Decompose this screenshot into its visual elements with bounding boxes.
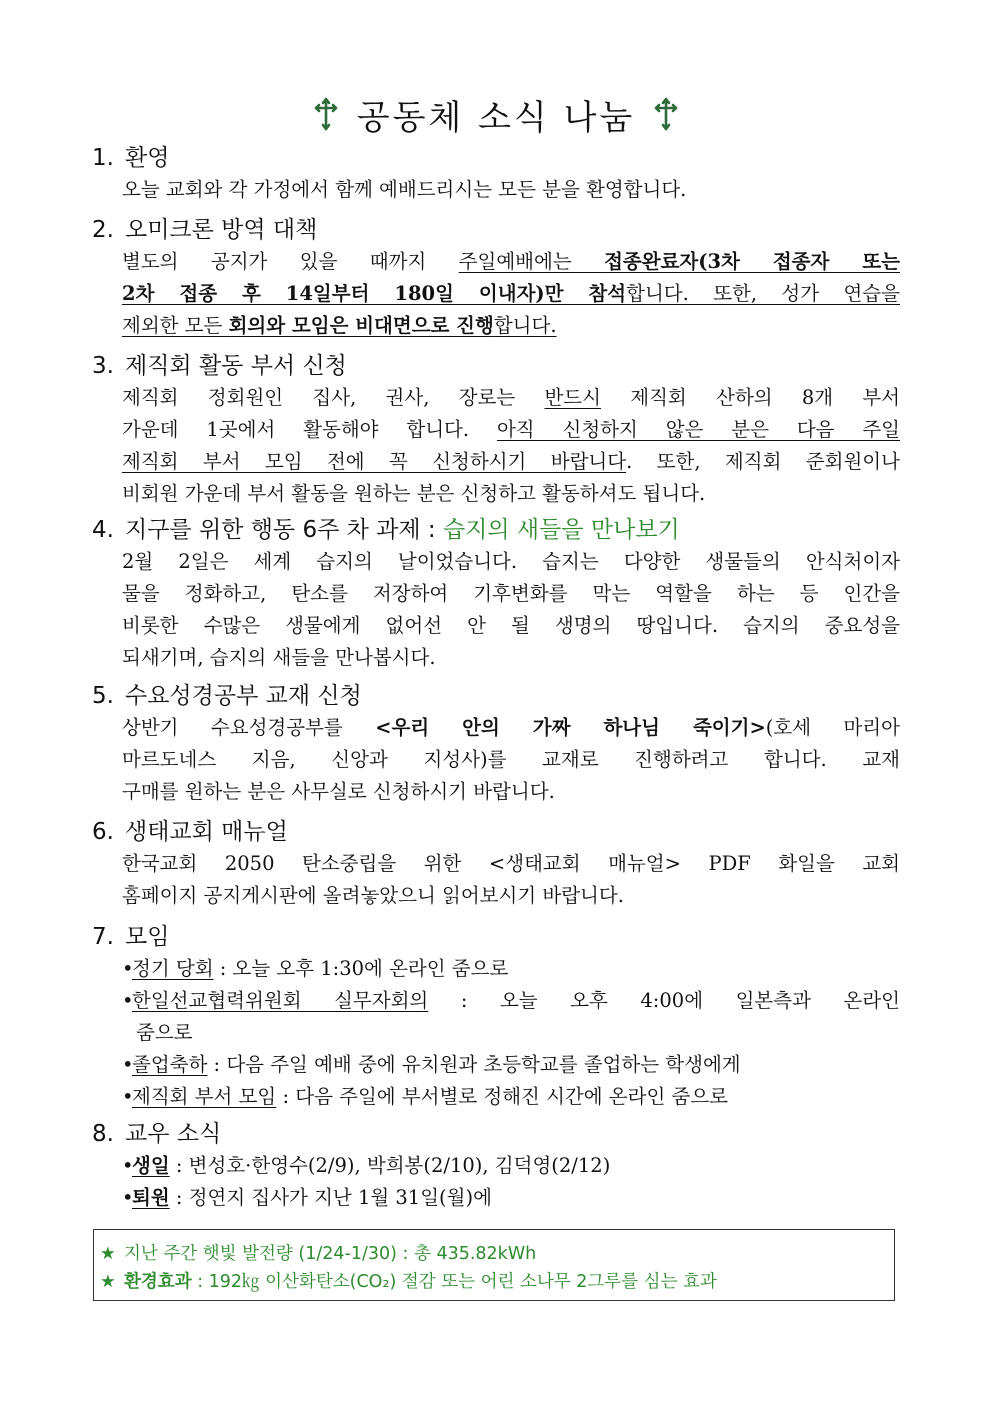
item-text: : 변성호·한영수(2/9), 박희봉(2/10), 김덕영(2/12) [169,1154,611,1177]
section-number: 8. [92,1121,114,1147]
solar-power-note-box [93,1229,895,1301]
underlined-text: 주일예배에는 [458,250,605,273]
item-label: 생일 [132,1154,170,1177]
section-heading [92,680,902,712]
note-line [100,1240,894,1268]
list-item [122,1182,900,1214]
text-run: (호세 마리아 [765,716,900,739]
body-line: 홈페이지 공지게시판에 올려놓았으니 읽어보시기 바랍니다. [122,884,624,907]
text-run: 별도의 공지가 있을 때까지 [122,250,459,273]
item-label: 졸업축하 [132,1053,208,1076]
item-text: : 정연지 집사가 지난 1월 31일(월)에 [169,1186,492,1209]
text-run: 상반기 수요성경공부를 [122,716,376,739]
section-number: 3. [92,353,114,379]
underlined-text: 제직회 부서 모임 전에 꼭 신청하시기 바랍니다 [122,450,627,473]
body-line: 오늘 교회와 각 가정에서 함께 예배드리시는 모든 분을 환영합니다. [122,178,687,201]
section-welcome [92,142,902,206]
underlined-text: 제외한 모든 [122,314,229,337]
list-item [122,1081,900,1113]
section-title: 제직회 활동 부서 신청 [125,353,347,379]
body-line: 한국교회 2050 탄소중립을 위한 <생태교회 매뉴얼> PDF 화일을 교회 [122,852,900,875]
section-number: 7. [92,924,114,950]
list-item [122,1049,900,1081]
note-line [100,1268,894,1296]
text-run: 제직회 산하의 8개 부서 [600,386,900,409]
section-number: 5. [92,683,114,709]
text-run: 제직회 정회원인 집사, 권사, 장로는 [122,386,545,409]
bullet-icon: • [122,957,134,980]
body-line: 비회원 가운데 부서 활동을 원하는 분은 신청하고 활동하셔도 됩니다. [122,482,706,505]
note-text: 지난 주간 햇빛 발전량 (1/24-1/30) : 총 435.82kWh [124,1244,537,1264]
section-number: 1. [92,145,114,171]
section-title: 환영 [125,145,170,171]
page-title-row [0,86,992,142]
body-line [122,246,900,278]
section-heading [92,214,902,246]
underlined-text: 반드시 [544,386,601,409]
book-title: <우리 안의 가짜 하나님 죽이기> [375,716,766,739]
section-title-highlight: 습지의 새들을 만나보기 [442,517,680,543]
section-heading [92,142,902,174]
bullet-icon: • [122,1053,134,1076]
body-line: 비롯한 수많은 생물에게 없어선 안 될 생명의 땅입니다. 습지의 중요성을 [122,614,900,637]
section-title: 모임 [125,924,170,950]
section-department-signup [92,350,902,510]
section-title: 오미크론 방역 대책 [125,217,318,243]
section-title: 교우 소식 [125,1121,222,1147]
list-item [122,1150,900,1182]
section-heading [92,1118,902,1150]
section-bible-study [92,680,902,808]
section-title: 생태교회 매뉴얼 [125,819,288,845]
cross-icon [653,97,679,131]
section-heading [92,921,902,953]
text-run: 가운데 1곳에서 활동해야 합니다. [122,418,497,441]
section-omicron [92,214,902,342]
item-label: 제직회 부서 모임 [132,1085,277,1108]
section-eco-manual [92,816,902,912]
emphasis-text: 접종완료자(3차 접종자 또는 [604,250,900,273]
bullet-icon: • [122,989,134,1012]
item-label: 정기 당회 [132,957,214,980]
body-line: 물을 정화하고, 탄소를 저장하여 기후변화를 막는 역할을 하는 등 인간을 [122,582,900,605]
section-member-news [92,1118,902,1214]
item-text: : 오늘 오후 4:00에 일본측과 온라인 [428,989,900,1012]
list-item-continuation: 줌으로 [136,1021,193,1044]
body-line: 마르도네스 지음, 신앙과 지성사)를 교재로 진행하려고 합니다. 교재 [122,748,900,771]
section-heading [92,514,902,546]
bullet-icon: • [122,1085,134,1108]
section-heading [92,350,902,382]
star-icon: ★ [100,1272,116,1292]
section-number: 2. [92,217,114,243]
section-heading [92,816,902,848]
section-title: 수요성경공부 교재 신청 [125,683,362,709]
bullet-icon: • [122,1186,134,1209]
section-number: 6. [92,819,114,845]
underlined-text: 아직 신청하지 않은 분은 다음 주일 [496,418,900,441]
section-meetings [92,921,902,1113]
text-run: . 또한, 제직회 준회원이나 [626,450,900,473]
body-line: 2월 2일은 세계 습지의 날이었습니다. 습지는 다양한 생물들의 안식처이자 [122,550,900,573]
bullet-icon: • [122,1154,134,1177]
item-text: : 오늘 오후 1:30에 온라인 줌으로 [213,957,509,980]
body-line: 구매를 원하는 분은 사무실로 신청하시기 바랍니다. [122,780,555,803]
emphasis-text: 회의와 모임은 비대면으로 진행 [228,314,494,337]
page-title: 공동체 소식 나눔 [356,97,636,138]
body-line [122,382,900,414]
body-line [122,414,900,446]
item-text: : 다음 주일 예배 중에 유치원과 초등학교를 졸업하는 학생에게 [207,1053,741,1076]
body-line [122,446,900,478]
underlined-text: 합니다. 또한, 성가 연습을 [626,282,900,305]
item-text: : 다음 주일에 부서별로 정해진 시간에 온라인 줌으로 [276,1085,729,1108]
list-item [122,953,900,985]
underlined-text: 합니다. [493,314,557,337]
section-title: 지구를 위한 행동 6주 차 과제 : [125,517,443,543]
section-earth-action [92,514,902,674]
cross-icon [313,97,339,131]
body-line: 되새기며, 습지의 새들을 만나봅시다. [122,646,436,669]
body-line [122,712,900,744]
body-line [122,310,900,342]
emphasis-text: 2차 접종 후 14일부터 180일 이내자)만 참석 [122,282,627,305]
list-item [122,985,900,1017]
note-label: 환경효과 [124,1272,192,1292]
note-text: : 192㎏ 이산화탄소(CO₂) 절감 또는 어린 소나무 2그루를 심는 효과 [191,1272,717,1292]
item-label: 퇴원 [132,1186,170,1209]
body-line [122,278,900,310]
item-label: 한일선교협력위원회 실무자회의 [132,989,429,1012]
star-icon: ★ [100,1244,116,1264]
section-number: 4. [92,517,114,543]
